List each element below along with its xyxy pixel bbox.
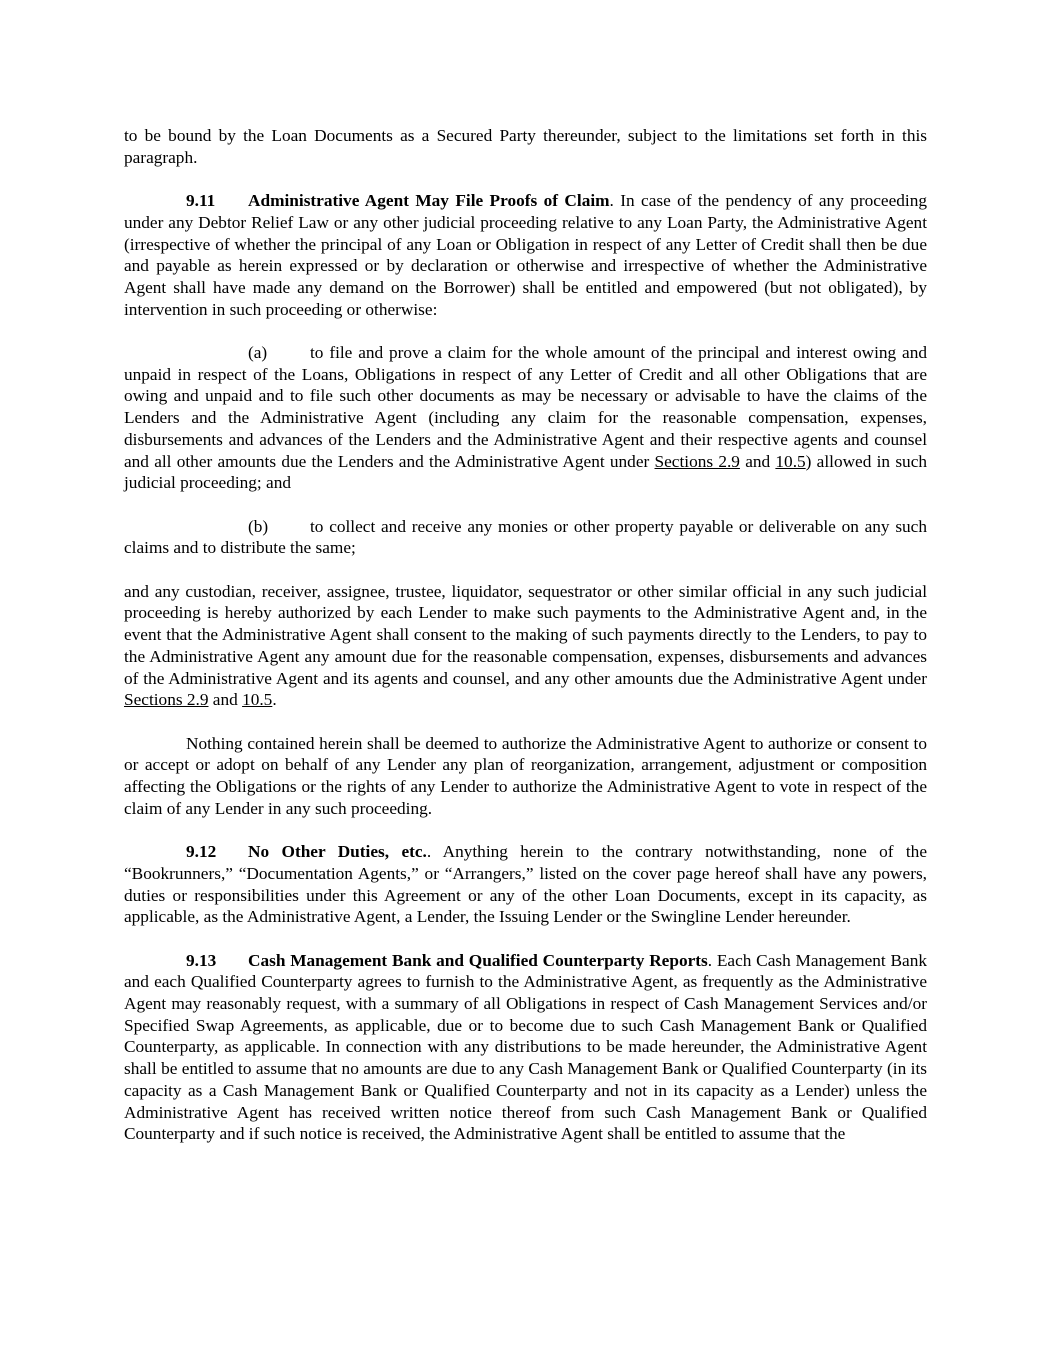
section-heading: No Other Duties, etc. [248, 842, 427, 862]
paragraph-continuation [124, 125, 927, 168]
conjunction: and [208, 690, 243, 710]
section-heading: Administrative Agent May File Proofs of Claim [248, 191, 610, 211]
clause-text: to file and prove a claim for the whole amount of the principal and interest owing and unpaid in respect of the Loans, Obligations in respect of any Letter of Credit and all other Obligations that are owing and unpaid and to file such other documents as may be necessary or advisable to have the claims of the Lenders and the Administrative Agent (including any claim for the reasonable compensation, expenses, disbursements and advances of the Lenders and the Administrative Agent and their respective agents and counsel and all other amounts due the Lenders and the Administrative Agent under [124, 343, 927, 471]
section-heading: Cash Management Bank and Qualified Counterparty Reports [248, 950, 708, 970]
paragraph-text: to be bound by the Loan Documents as a Secured Party thereunder, subject to the limitations set forth in this paragraph. [124, 126, 927, 167]
section-reference: 10.5 [775, 451, 806, 471]
clause-tail: ) allowed in such judicial proceeding; and [124, 451, 928, 493]
section-reference: 10.5 [242, 690, 273, 710]
section-text: . In case of the pendency of any proceeding under any Debtor Relief Law or any other judicial proceeding relative to any Loan Party, the Administrative Agent (irrespective of whether the principal of any Loan or Obligation in respect of any Letter of Credit shall then be due and payable as herein expressed or by declaration or otherwise and irrespective of whether the Administrative Agent shall have made any demand on the Borrower) shall be entitled and empowered (but not obligated), by intervention in such proceeding or otherwise: [124, 191, 927, 319]
paragraph-custodian [124, 581, 927, 711]
paragraph-text: and any custodian, receiver, assignee, trustee, liquidator, sequestrator or other similar official in any such judicial proceeding is hereby authorized by each Lender to make such payments to the Administrative Agent and, in the event that the Administrative Agent shall consent to the making of such payments directly to the Lenders, to pay to the Administrative Agent any amount due for the reasonable compensation, expenses, disbursements and advances of the Administrative Agent and its agents and counsel, and any other amounts due the Administrative Agent under [124, 581, 927, 688]
section-9-11 [124, 190, 927, 320]
paragraph-tail: . [272, 690, 277, 710]
section-text: . Anything herein to the contrary notwithstanding, none of the “Bookrunners,” “Documentation Agents,” or “Arrangers,” listed on the cover page hereof shall have any powers, duties or responsibilities under this Agreement or any of the other Loan Documents, except in its capacity, as applicable, as the Administrative Agent, a Lender, the Issuing Lender or the Swingline Lender hereunder. [124, 842, 927, 927]
section-number: 9.13 [186, 950, 217, 970]
section-9-12 [124, 841, 927, 928]
section-number: 9.12 [186, 842, 217, 862]
conjunction: and [739, 451, 776, 471]
section-reference: Sections 2.9 [124, 690, 209, 710]
paragraph-text: Nothing contained herein shall be deemed to authorize the Administrative Agent to authorize or consent to or accept or adopt on behalf of any Lender any plan of reorganization, arrangement, adjustment or composition affecting the Obligations or the rights of any Lender to authorize the Administrative Agent to vote in respect of the claim of any Lender in any such proceeding. [124, 733, 927, 818]
clause-b [124, 516, 927, 559]
section-number: 9.11 [186, 191, 216, 211]
section-text: . Each Cash Management Bank and each Qualified Counterparty agrees to furnish to the Administrative Agent, as frequently as the Administrative Agent may reasonably request, with a summary of all Obligations in respect of Cash Management Services and/or Specified Swap Agreements, as applicable, due or to become due to such Cash Management Bank or Qualified Counterparty, as applicable. In connection with any distributions to be made hereunder, the Administrative Agent shall be entitled to assume that no amounts are due to any Cash Management Bank or Qualified Counterparty (in its capacity as a Cash Management Bank or Qualified Counterparty and not in its capacity as a Lender) unless the Administrative Agent has received written notice thereof from such Cash Management Bank or Qualified Counterparty and if such notice is received, the Administrative Agent shall be entitled to assume that the [124, 950, 927, 1144]
section-reference: Sections 2.9 [654, 451, 740, 471]
section-9-13 [124, 950, 927, 1145]
clause-text: to collect and receive any monies or other property payable or deliverable on any such claims and to distribute the same; [124, 516, 927, 558]
clause-label: (a) [248, 343, 268, 362]
clause-a [124, 342, 927, 494]
clause-label: (b) [248, 516, 269, 536]
paragraph-nothing-contained [124, 733, 927, 820]
document-page [124, 125, 927, 1145]
